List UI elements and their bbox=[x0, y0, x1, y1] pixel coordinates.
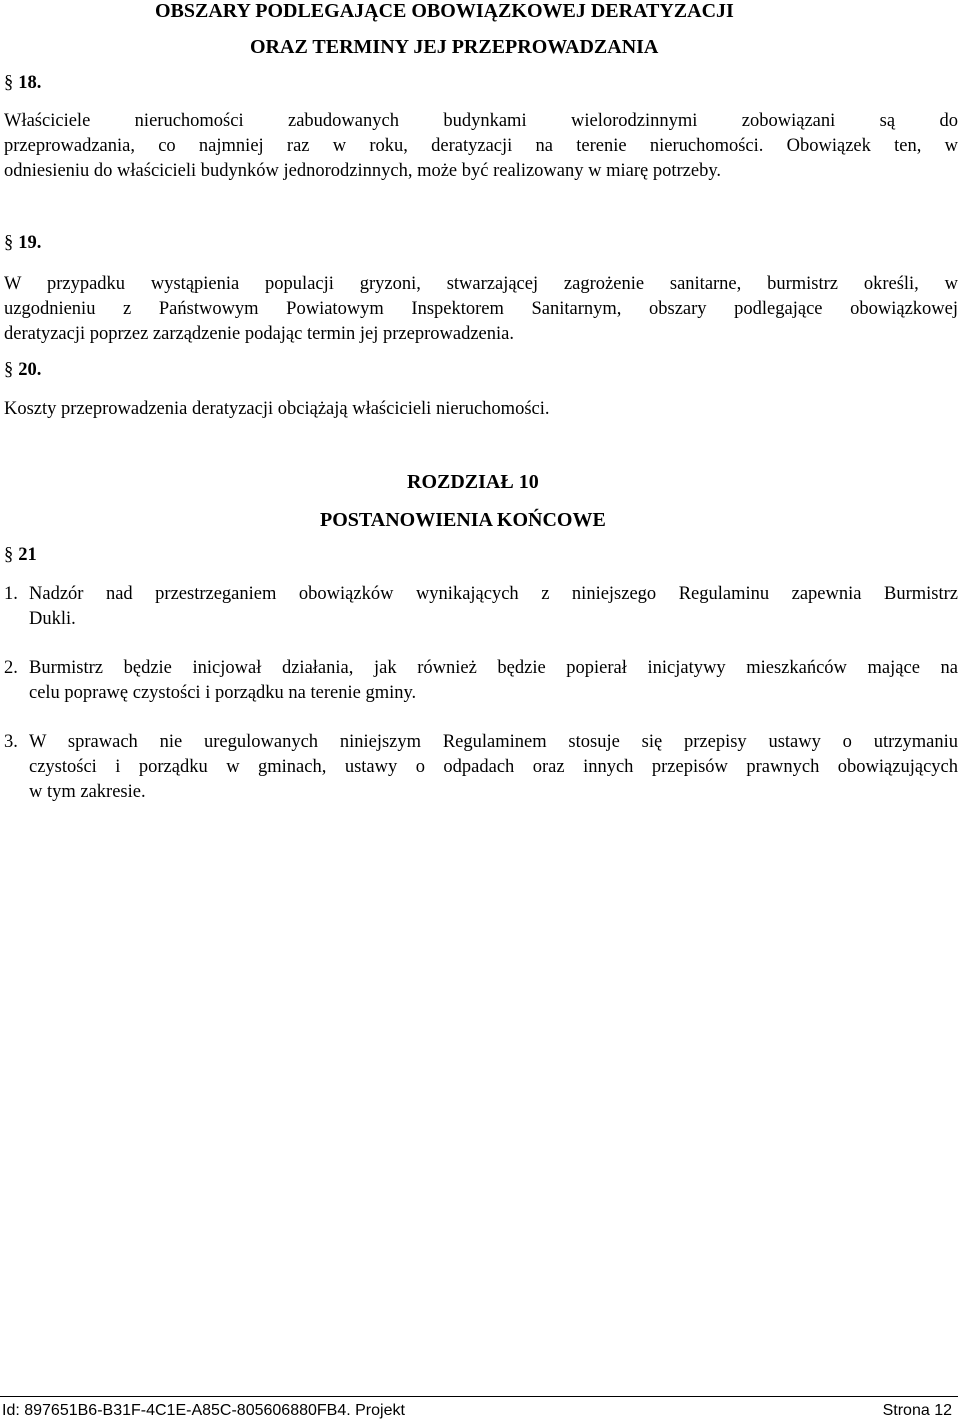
section-19-paragraph bbox=[4, 272, 958, 347]
paragraph-line: Właściciele nieruchomości zabudowanych budynkami wielorodzinnymi zobowiązani są do bbox=[4, 111, 958, 131]
section-number: 20. bbox=[18, 360, 42, 380]
section-symbol: § bbox=[4, 73, 14, 93]
section-symbol: § bbox=[4, 545, 14, 565]
list-item bbox=[4, 730, 958, 805]
paragraph-line: W przypadku wystąpienia populacji gryzoni, stwarzającej zagrożenie sanitarne, burmistrz określi, w bbox=[4, 274, 958, 294]
section-19-heading bbox=[4, 233, 41, 254]
chapter-title-line1: OBSZARY PODLEGAJĄCE OBOWIĄZKOWEJ DERATYZACJI bbox=[155, 0, 734, 22]
section-18-paragraph bbox=[4, 109, 958, 184]
paragraph-line: przeprowadzania, co najmniej raz w roku, deratyzacji na terenie nieruchomości. Obowiązek ten, w bbox=[4, 136, 958, 156]
list-item bbox=[4, 656, 958, 706]
list-item-number: 1. bbox=[4, 584, 18, 604]
footer-divider bbox=[0, 1396, 958, 1397]
section-18-heading bbox=[4, 73, 41, 94]
paragraph-line: odniesieniu do właścicieli budynków jednorodzinnych, może być realizowany w miarę potrzeby. bbox=[4, 161, 721, 181]
section-symbol: § bbox=[4, 360, 14, 380]
section-21-heading bbox=[4, 545, 37, 566]
paragraph-line: celu poprawę czystości i porządku na terenie gminy. bbox=[29, 683, 417, 703]
footer-page-number: Strona 12 bbox=[882, 1402, 952, 1419]
footer-document-id: Id: 897651B6-B31F-4C1E-A85C-805606880FB4. Projekt bbox=[2, 1402, 405, 1419]
section-symbol: § bbox=[4, 233, 14, 253]
section-20-heading bbox=[4, 360, 41, 381]
list-item-text bbox=[29, 656, 958, 706]
list-item-number: 3. bbox=[4, 732, 18, 752]
list-item-number: 2. bbox=[4, 658, 18, 678]
section-number: 18. bbox=[18, 73, 42, 93]
paragraph-line: w tym zakresie. bbox=[29, 782, 146, 802]
list-item-text bbox=[29, 582, 958, 632]
section-20-paragraph bbox=[4, 397, 958, 422]
list-item-text bbox=[29, 730, 958, 805]
paragraph-line: W sprawach nie uregulowanych niniejszym Regulaminem stosuje się przepisy ustawy o utrzymaniu bbox=[29, 732, 958, 752]
section-number: 21 bbox=[18, 545, 37, 565]
paragraph-line: Koszty przeprowadzenia deratyzacji obciążają właścicieli nieruchomości. bbox=[4, 399, 550, 419]
paragraph-line: uzgodnieniu z Państwowym Powiatowym Inspektorem Sanitarnym, obszary podlegające obowiązkowej bbox=[4, 299, 958, 319]
chapter-10-title-line2: POSTANOWIENIA KOŃCOWE bbox=[320, 509, 606, 531]
paragraph-line: deratyzacji poprzez zarządzenie podając termin jej przeprowadzenia. bbox=[4, 324, 514, 344]
paragraph-line: Dukli. bbox=[29, 609, 76, 629]
section-number: 19. bbox=[18, 233, 42, 253]
list-item bbox=[4, 582, 958, 632]
chapter-title-line2: ORAZ TERMINY JEJ PRZEPROWADZANIA bbox=[250, 36, 659, 58]
paragraph-line: Nadzór nad przestrzeganiem obowiązków wynikających z niniejszego Regulaminu zapewnia Burmistrz bbox=[29, 584, 958, 604]
paragraph-line: Burmistrz będzie inicjował działania, jak również będzie popierał inicjatywy mieszkańców mające na bbox=[29, 658, 958, 678]
chapter-10-title-line1: ROZDZIAŁ 10 bbox=[407, 471, 539, 493]
paragraph-line: czystości i porządku w gminach, ustawy o odpadach oraz innych przepisów prawnych obowiązujących bbox=[29, 757, 958, 777]
